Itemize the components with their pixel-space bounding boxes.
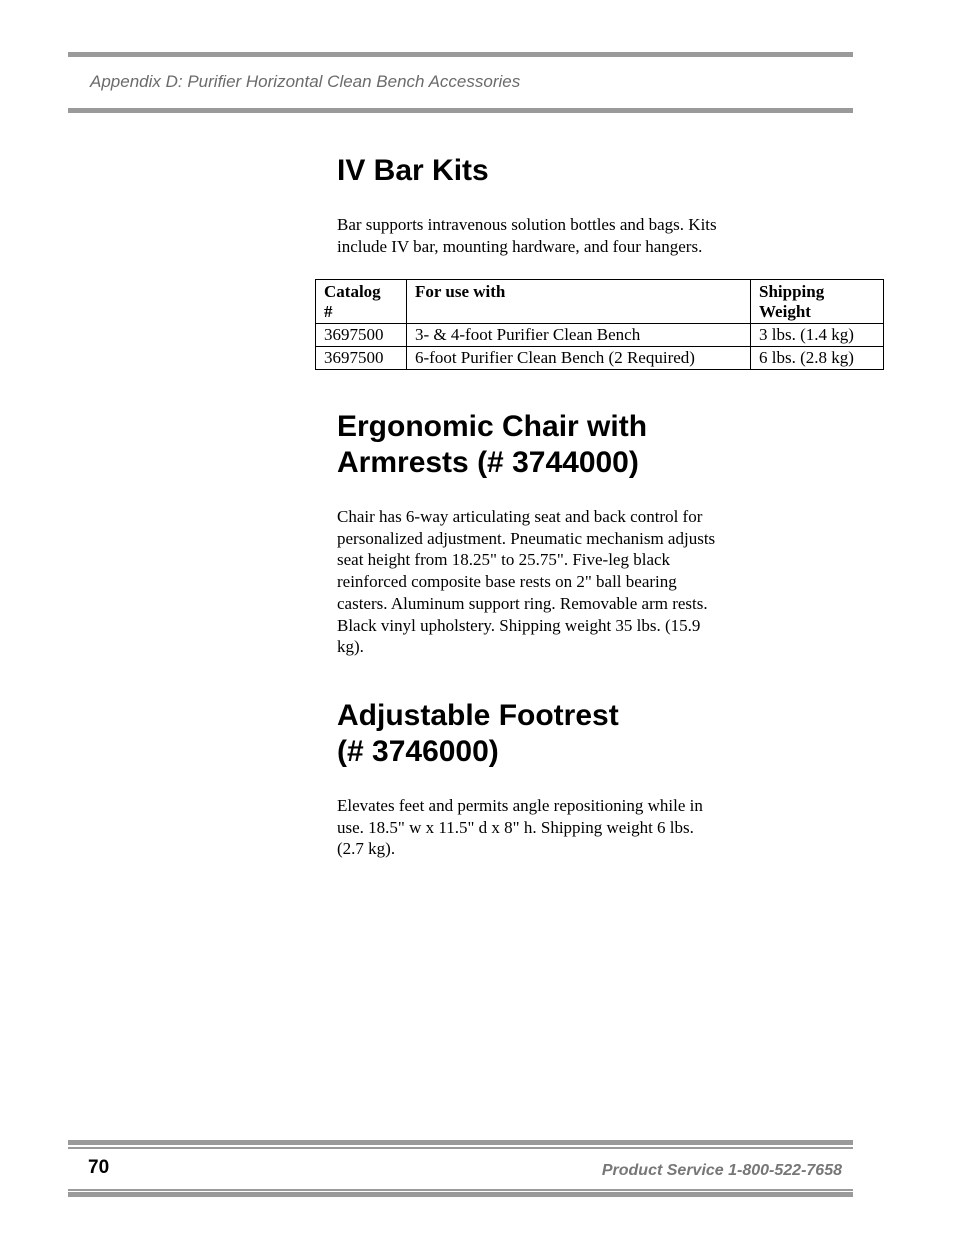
iv-bar-kits-heading: IV Bar Kits xyxy=(337,154,489,187)
footer-rule-bottom-thin xyxy=(68,1189,853,1191)
header-use-with: For use with xyxy=(407,280,751,324)
iv-bar-kits-description: Bar supports intravenous solution bottles and bags. Kits include IV bar, mounting hardware, and four hangers. xyxy=(337,215,717,256)
footer-rule-top xyxy=(68,1140,853,1145)
footer-rule-top-thin xyxy=(68,1147,853,1149)
adjustable-footrest-heading: Adjustable Footrest (# 3746000) xyxy=(337,699,619,768)
footer-rule-bottom xyxy=(68,1192,853,1197)
running-header: Appendix D: Purifier Horizontal Clean Bench Accessories xyxy=(90,72,521,91)
adjustable-footrest-description: Elevates feet and permits angle repositioning while in use. 18.5" w x 11.5" d x 8" h. Shipping weight 6 lbs. (2.7 kg). xyxy=(337,796,703,859)
cell-weight: 3 lbs. (1.4 kg) xyxy=(751,324,884,347)
ergonomic-chair-description: Chair has 6-way articulating seat and back control for personalized adjustment. Pneumatic mechanism adjusts seat height from 18.25" to 25.75". Five-leg black reinforced composite base rests on 2" ball bearing casters. Aluminum support ring. Removable arm rests. Black vinyl upholstery. Shipping weight 35 lbs. (15.9 kg). xyxy=(337,507,716,657)
header-catalog: Catalog # xyxy=(316,280,407,324)
header-rule-top xyxy=(68,52,853,57)
ergonomic-chair-heading: Ergonomic Chair with Armrests (# 3744000) xyxy=(337,410,648,479)
product-service-phone: Product Service 1-800-522-7658 xyxy=(601,1162,842,1179)
header-weight: Shipping Weight xyxy=(751,280,884,324)
cell-catalog: 3697500 xyxy=(316,347,407,370)
cell-use-with: 3- & 4-foot Purifier Clean Bench xyxy=(407,324,751,347)
table-header-row xyxy=(316,280,884,324)
cell-use-with: 6-foot Purifier Clean Bench (2 Required) xyxy=(407,347,751,370)
header-rule-bottom xyxy=(68,108,853,113)
cell-weight: 6 lbs. (2.8 kg) xyxy=(751,347,884,370)
page-number: 70 xyxy=(88,1157,110,1178)
table-row xyxy=(316,347,884,370)
iv-bar-kits-table xyxy=(315,279,884,370)
table-row xyxy=(316,324,884,347)
cell-catalog: 3697500 xyxy=(316,324,407,347)
